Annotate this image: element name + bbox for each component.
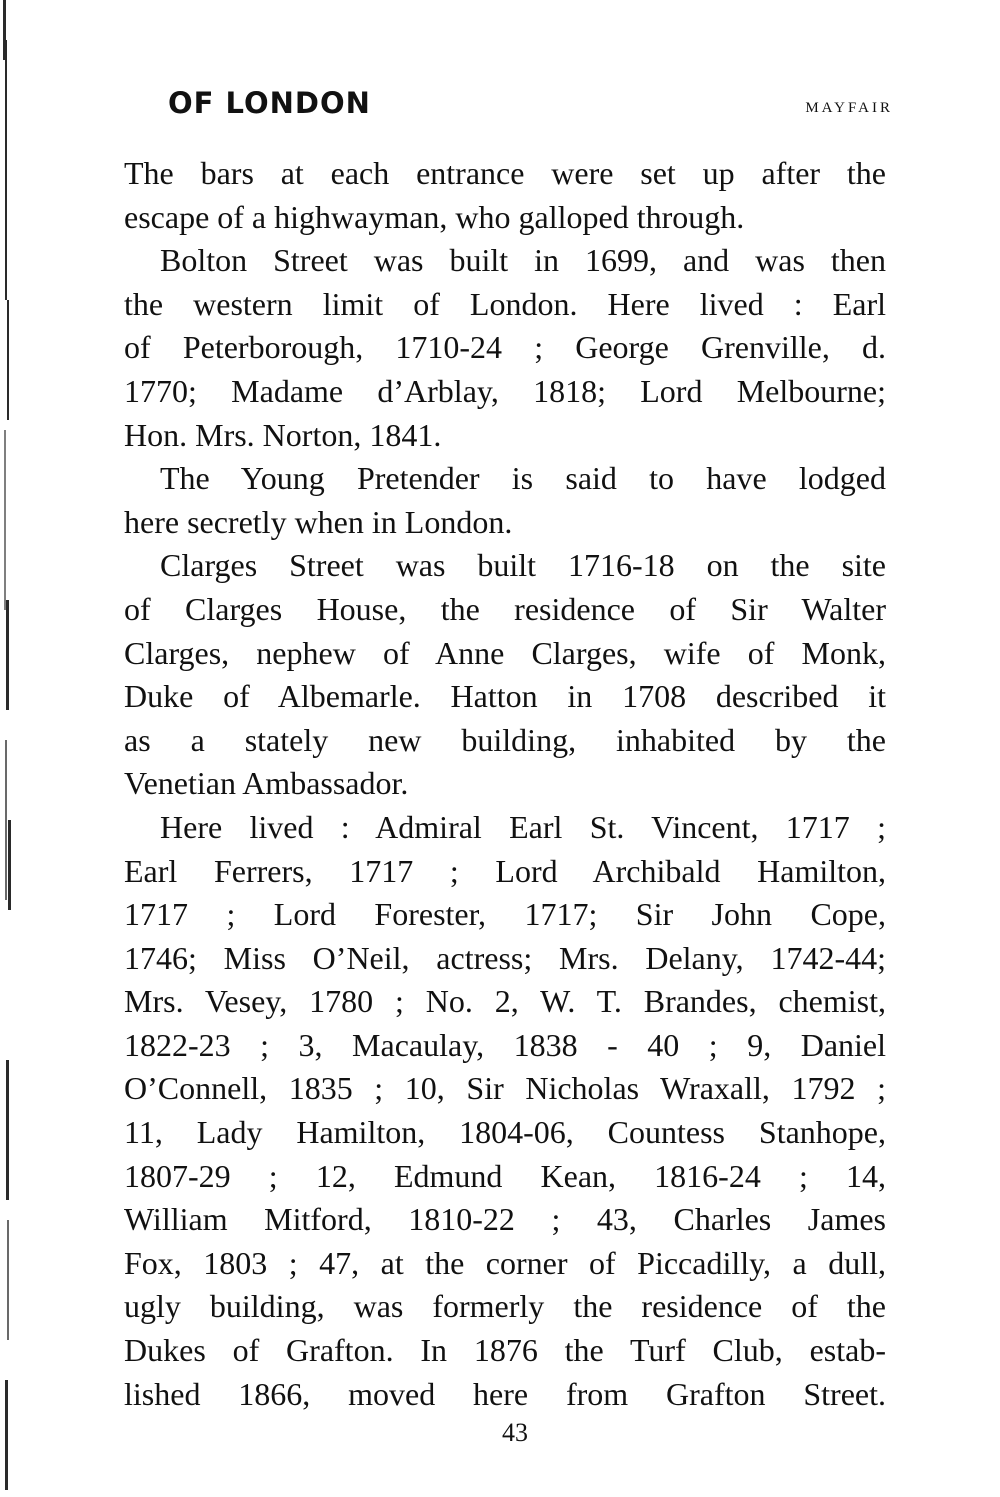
running-head-title: OF LONDON <box>168 86 371 120</box>
body-text <box>124 152 886 1416</box>
text-line: Here lived : Admiral Earl St. Vincent, 1717 ; <box>160 808 886 845</box>
text-line: of Clarges House, the residence of Sir Walter <box>124 590 886 627</box>
text-line: Hon. Mrs. Norton, 1841. <box>124 416 442 453</box>
text-line: 1770; Madame d’Arblay, 1818; Lord Melbourne; <box>124 372 886 409</box>
text-line: the western limit of London. Here lived : Earl <box>124 285 886 322</box>
text-line: The bars at each entrance were set up after the <box>124 155 886 191</box>
text-line: Clarges, nephew of Anne Clarges, wife of Monk, <box>124 634 886 671</box>
text-line: lished 1866, moved here from Grafton Street. <box>124 1375 886 1412</box>
text-line: The Young Pretender is said to have lodged <box>160 460 886 497</box>
page-number: 43 <box>502 1418 528 1447</box>
text-line: Earl Ferrers, 1717 ; Lord Archibald Hamilton, <box>124 852 886 889</box>
text-line: ugly building, was formerly the residence of the <box>124 1288 886 1325</box>
text-line: O’Connell, 1835 ; 10, Sir Nicholas Wraxall, 1792 ; <box>124 1070 886 1107</box>
text-line: 1822-23 ; 3, Macaulay, 1838 - 40 ; 9, Daniel <box>124 1026 886 1063</box>
text-line: of Peterborough, 1710-24 ; George Grenville, d. <box>124 329 886 366</box>
text-line: escape of a highwayman, who galloped through. <box>124 198 745 235</box>
text-line: as a stately new building, inhabited by the <box>124 721 886 758</box>
running-head <box>168 86 893 136</box>
text-line: Venetian Ambassador. <box>124 765 409 802</box>
text-line: Mrs. Vesey, 1780 ; No. 2, W. T. Brandes, chemist, <box>124 983 886 1020</box>
text-line: Dukes of Grafton. In 1876 the Turf Club, estab- <box>124 1332 886 1369</box>
text-line: Duke of Albemarle. Hatton in 1708 described it <box>124 678 886 715</box>
text-line: 1746; Miss O’Neil, actress; Mrs. Delany, 1742-44; <box>124 939 886 976</box>
text-line: Bolton Street was built in 1699, and was then <box>160 242 886 279</box>
running-head-section: MAYFAIR <box>805 100 893 116</box>
text-line: Clarges Street was built 1716-18 on the site <box>160 547 886 584</box>
text-line: 11, Lady Hamilton, 1804-06, Countess Stanhope, <box>124 1114 886 1151</box>
text-line: William Mitford, 1810-22 ; 43, Charles James <box>124 1201 886 1238</box>
text-line: Fox, 1803 ; 47, at the corner of Piccadilly, a dull, <box>124 1244 886 1281</box>
text-line: here secretly when in London. <box>124 503 513 540</box>
text-line: 1717 ; Lord Forester, 1717; Sir John Cope, <box>124 896 886 933</box>
text-line: 1807-29 ; 12, Edmund Kean, 1816-24 ; 14, <box>124 1157 886 1194</box>
scan-edge-shadow <box>0 0 30 1497</box>
